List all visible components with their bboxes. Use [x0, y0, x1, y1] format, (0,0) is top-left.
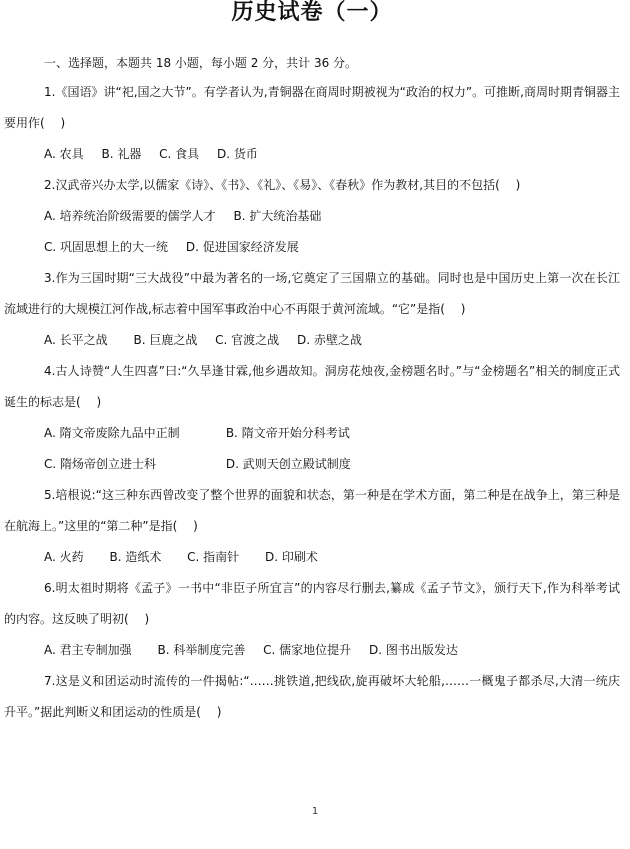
page-title: 历史试卷（一） — [231, 0, 393, 25]
option-3c[interactable]: C. 官渡之战 — [215, 333, 280, 347]
option-2b[interactable]: B. 扩大统治基础 — [233, 209, 322, 223]
option-6a[interactable]: A. 君主专制加强 — [44, 643, 132, 657]
section-heading: 一、选择题，本题共 18 小题，每小题 2 分，共计 36 分。 — [44, 56, 358, 70]
option-5b[interactable]: B. 造纸术 — [109, 550, 162, 564]
options-3 — [4, 325, 620, 356]
option-1c[interactable]: C. 食具 — [159, 147, 200, 161]
question-3: 3.作为三国时期“三大战役”中最为著名的一场,它奠定了三国鼎立的基础。同时也是中国历史上第一次在长江流域进行的大规模江河作战,标志着中国军事政治中心不再限于黄河流域。“它”是指( ) — [4, 271, 620, 316]
options-2b — [4, 232, 620, 263]
page-number: 1 — [311, 806, 319, 817]
option-4c[interactable]: C. 隋炀帝创立进士科 — [44, 457, 157, 471]
option-4b[interactable]: B. 隋文帝开始分科考试 — [225, 426, 350, 440]
option-6c[interactable]: C. 儒家地位提升 — [263, 643, 352, 657]
option-1b[interactable]: B. 礼器 — [101, 147, 142, 161]
option-3b[interactable]: B. 巨鹿之战 — [133, 333, 198, 347]
option-2a[interactable]: A. 培养统治阶级需要的儒学人才 — [44, 209, 216, 223]
options-1 — [4, 139, 620, 170]
option-6b[interactable]: B. 科举制度完善 — [157, 643, 246, 657]
option-1d[interactable]: D. 货币 — [217, 147, 258, 161]
option-5a[interactable]: A. 火药 — [44, 550, 84, 564]
options-4b — [4, 449, 620, 480]
question-4: 4.古人诗赞“人生四喜”曰:“久旱逢甘霖,他乡遇故知。洞房花烛夜,金榜题名时。”与“金榜题名”相关的制度正式诞生的标志是( ) — [4, 364, 620, 409]
option-4d[interactable]: D. 武则天创立殿试制度 — [225, 457, 351, 471]
option-5c[interactable]: C. 指南针 — [187, 550, 240, 564]
option-4a[interactable]: A. 隋文帝废除九品中正制 — [44, 426, 180, 440]
options-5 — [4, 542, 620, 573]
options-2a — [4, 201, 620, 232]
option-6d[interactable]: D. 图书出版发达 — [369, 643, 458, 657]
options-4a — [4, 418, 620, 449]
option-5d[interactable]: D. 印刷术 — [265, 550, 318, 564]
option-1a[interactable]: A. 农具 — [44, 147, 84, 161]
option-3d[interactable]: D. 赤壁之战 — [297, 333, 362, 347]
option-2d[interactable]: D. 促进国家经济发展 — [185, 240, 299, 254]
option-3a[interactable]: A. 长平之战 — [44, 333, 108, 347]
question-5: 5.培根说:“这三种东西曾改变了整个世界的面貌和状态，第一种是在学术方面，第二种是在战争上，第三种是在航海上。”这里的“第二种”是指( ) — [4, 488, 620, 533]
question-6: 6.明太祖时期将《孟子》一书中“非臣子所宜言”的内容尽行删去,纂成《孟子节文》，颁行天下,作为科举考试的内容。这反映了明初( ) — [4, 581, 620, 626]
question-1: 1.《国语》讲“祀,国之大节”。有学者认为,青铜器在商周时期被视为“政治的权力”。可推断,商周时期青铜器主要用作( ) — [4, 85, 620, 130]
option-2c[interactable]: C. 巩固思想上的大一统 — [44, 240, 169, 254]
question-2: 2.汉武帝兴办太学,以儒家《诗》、《书》、《礼》、《易》、《春秋》作为教材,其目的不包括( ) — [44, 178, 521, 192]
options-6 — [4, 635, 620, 666]
question-7: 7.这是义和团运动时流传的一件揭帖:“……挑铁道,把线砍,旋再破坏大轮船,……一概鬼子都杀尽,大清一统庆升平。”据此判断义和团运动的性质是( ) — [4, 674, 620, 719]
